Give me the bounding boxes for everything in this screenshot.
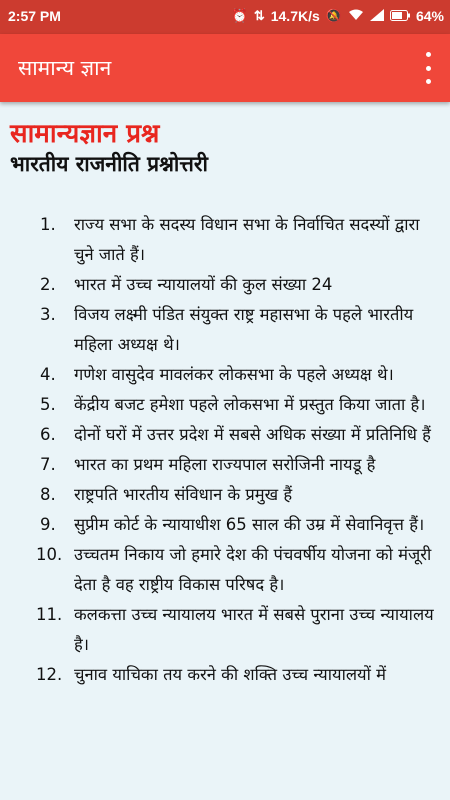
item-text: चुनाव याचिका तय करने की शक्ति उच्च न्यायालयों में bbox=[74, 665, 387, 684]
signal-icon bbox=[370, 9, 384, 24]
battery-level: 64% bbox=[415, 8, 444, 24]
alarm-icon: ⏰ bbox=[231, 8, 248, 23]
net-speed: 14.7K/s bbox=[270, 8, 320, 24]
item-text: राष्ट्रपति भारतीय संविधान के प्रमुख हैं bbox=[74, 485, 293, 504]
list-item bbox=[0, 210, 450, 270]
item-text: राज्य सभा के सदस्य विधान सभा के निर्वाचित सदस्यों द्वारा चुने जाते हैं। bbox=[74, 215, 420, 264]
status-icons bbox=[232, 8, 444, 24]
list-item bbox=[0, 600, 450, 660]
item-text: दोनों घरों में उत्तर प्रदेश में सबसे अधिक संख्या में प्रतिनिधि हैं bbox=[74, 425, 431, 444]
item-number: 1. bbox=[40, 215, 56, 234]
article-heading: सामान्यज्ञान प्रश्न bbox=[10, 119, 160, 149]
article-content[interactable] bbox=[0, 102, 450, 800]
item-number: 6. bbox=[40, 425, 56, 444]
article-subheading: भारतीय राजनीति प्रश्नोत्तरी bbox=[10, 152, 208, 176]
list-item bbox=[0, 390, 450, 420]
item-text: भारत का प्रथम महिला राज्यपाल सरोजिनी नायडू है bbox=[74, 455, 376, 474]
app-title: सामान्य ज्ञान bbox=[18, 56, 112, 80]
list-item bbox=[0, 660, 450, 690]
item-number: 5. bbox=[40, 395, 56, 414]
item-number: 4. bbox=[40, 365, 56, 384]
item-number: 10. bbox=[36, 545, 63, 564]
mute-icon: 🔕 bbox=[325, 8, 342, 23]
item-number: 11. bbox=[36, 605, 63, 624]
item-text: गणेश वासुदेव मावलंकर लोकसभा के पहले अध्यक्ष थे। bbox=[74, 365, 394, 384]
wifi-icon bbox=[348, 9, 364, 24]
list-item bbox=[0, 450, 450, 480]
list-item bbox=[0, 540, 450, 600]
item-number: 2. bbox=[40, 275, 56, 294]
list-item bbox=[0, 300, 450, 360]
list-item bbox=[0, 270, 450, 300]
qa-list bbox=[0, 210, 450, 690]
app-bar bbox=[0, 34, 450, 102]
item-text: भारत में उच्च न्यायालयों की कुल संख्या 24 bbox=[74, 275, 333, 294]
list-item bbox=[0, 510, 450, 540]
item-text: कलकत्ता उच्च न्यायालय भारत में सबसे पुराना उच्च न्यायालय है। bbox=[74, 605, 434, 654]
speed-icon: ⇅ bbox=[253, 8, 265, 23]
item-number: 9. bbox=[40, 515, 56, 534]
item-text: सुप्रीम कोर्ट के न्यायाधीश 65 साल की उम्र में सेवानिवृत्त हैं। bbox=[74, 515, 425, 534]
item-number: 12. bbox=[36, 665, 63, 684]
item-text: केंद्रीय बजट हमेशा पहले लोकसभा में प्रस्तुत किया जाता है। bbox=[74, 395, 426, 414]
item-text: विजय लक्ष्मी पंडित संयुक्त राष्ट्र महासभा के पहले भारतीय महिला अध्यक्ष थे। bbox=[74, 305, 414, 354]
item-number: 7. bbox=[40, 455, 56, 474]
item-text: उच्चतम निकाय जो हमारे देश की पंचवर्षीय योजना को मंजूरी देता है वह राष्ट्रीय विकास परिषद है। bbox=[74, 545, 432, 594]
item-number: 8. bbox=[40, 485, 56, 504]
list-item bbox=[0, 360, 450, 390]
status-bar bbox=[0, 0, 450, 34]
list-item bbox=[0, 420, 450, 450]
item-number: 3. bbox=[40, 305, 56, 324]
more-vert-icon[interactable] bbox=[420, 52, 436, 84]
list-item bbox=[0, 480, 450, 510]
battery-icon bbox=[390, 9, 410, 24]
status-time: 2:57 PM bbox=[8, 8, 61, 24]
